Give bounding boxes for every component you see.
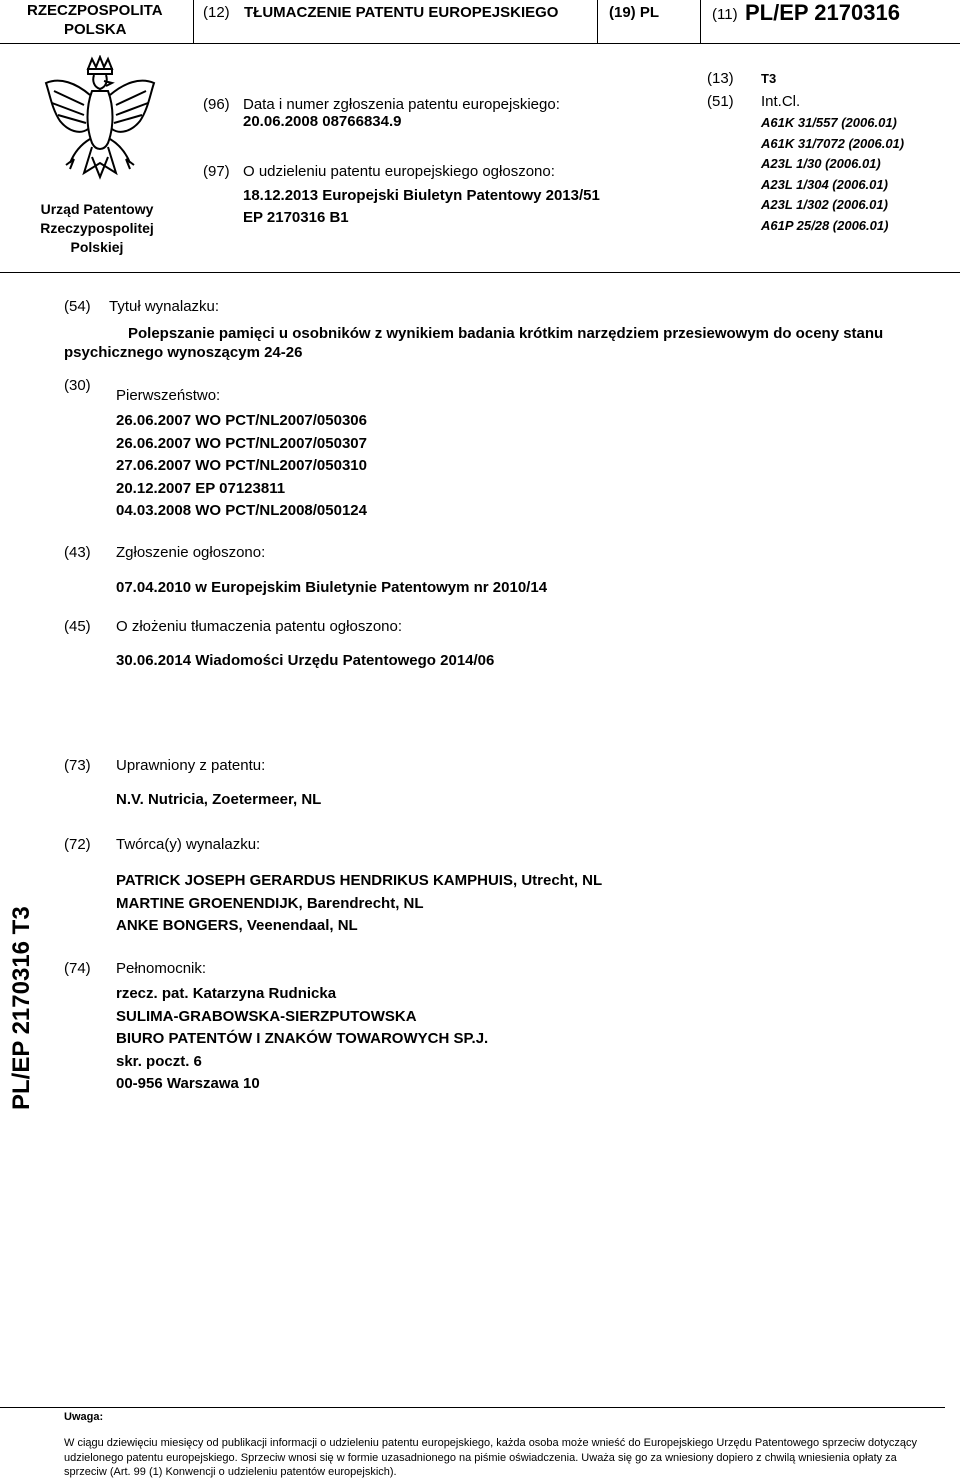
- owner-value: N.V. Nutricia, Zoetermeer, NL: [116, 791, 322, 808]
- classification-list: [761, 113, 904, 237]
- patent-office-name: Urząd Patentowy Rzeczypospolitej Polskiej: [40, 201, 154, 255]
- country-name-line1: RZECZPOSPOLITA: [27, 2, 163, 19]
- translation-published-value: 30.06.2014 Wiadomości Urzędu Patentowego 2014/06: [116, 652, 495, 669]
- grant-ep-number: EP 2170316 B1: [243, 209, 349, 226]
- invention-title-line1: Polepszanie pamięci u osobników z wynikiem badania krótkim narzędziem przesiewowym do oceny stanu: [128, 325, 884, 342]
- grant-bulletin: 18.12.2013 Europejski Biuletyn Patentowy 2013/51: [243, 187, 600, 204]
- filing-label: Data i numer zgłoszenia patentu europejskiego:: [243, 96, 560, 113]
- inventor-item: PATRICK JOSEPH GERARDUS HENDRIKUS KAMPHUIS, Utrecht, NL: [116, 872, 603, 889]
- classification-item: A61K 31/557 (2006.01): [761, 115, 897, 130]
- code-51: (51): [707, 93, 734, 110]
- translation-published-label: O złożeniu tłumaczenia patentu ogłoszono:: [116, 618, 403, 635]
- priority-list: [116, 410, 367, 523]
- classification-item: A23L 1/304 (2006.01): [761, 176, 888, 192]
- code-43: (43): [64, 544, 91, 561]
- code-11: (11): [712, 6, 738, 23]
- code-12: (12): [203, 4, 230, 21]
- inventors-label: Twórca(y) wynalazku:: [116, 836, 261, 853]
- priority-item: 27.06.2007 WO PCT/NL2007/050310: [116, 457, 367, 474]
- eagle-emblem-icon: [40, 55, 160, 195]
- code-74: (74): [64, 960, 91, 977]
- inventors-list: [116, 870, 602, 938]
- code-13: (13): [707, 70, 734, 87]
- owner-label: Uprawniony z patentu:: [116, 757, 266, 774]
- code-54: (54): [64, 298, 91, 315]
- classification-item: A23L 1/302 (2006.01): [761, 197, 888, 213]
- attorney-label: Pełnomocnik:: [116, 960, 207, 977]
- application-published-value: 07.04.2010 w Europejskim Biuletynie Patentowym nr 2010/14: [116, 579, 548, 596]
- priority-label: Pierwszeństwo:: [116, 387, 221, 404]
- code-73: (73): [64, 757, 91, 774]
- note-label: Uwaga:: [64, 1411, 104, 1423]
- inventor-item: ANKE BONGERS, Veenendaal, NL: [116, 917, 358, 934]
- priority-item: 04.03.2008 WO PCT/NL2008/050124: [116, 502, 367, 519]
- priority-item: 26.06.2007 WO PCT/NL2007/050306: [116, 412, 367, 429]
- country-name-line2: POLSKA: [64, 21, 127, 38]
- code-45: (45): [64, 618, 91, 635]
- attorney-details: rzecz. pat. Katarzyna Rudnicka SULIMA-GRABOWSKA-SIERZPUTOWSKA BIURO PATENTÓW I ZNAKÓW TOWAROWYCH SP.J. skr. poczt. 6 00-956 Warszawa 10: [116, 985, 489, 1092]
- intcl-label: Int.Cl.: [761, 93, 801, 110]
- code-96: (96): [203, 96, 230, 113]
- classification-item: A61K 31/7072 (2006.01): [761, 135, 905, 151]
- grant-label: O udzieleniu patentu europejskiego ogłoszono:: [243, 163, 555, 180]
- kind-code: T3: [761, 71, 777, 86]
- priority-item: 20.12.2007 EP 07123811: [116, 479, 286, 497]
- priority-item: 26.06.2007 WO PCT/NL2007/050307: [116, 434, 367, 452]
- code-72: (72): [64, 836, 91, 853]
- title-label: Tytuł wynalazku:: [109, 298, 220, 315]
- application-published-label: Zgłoszenie ogłoszono:: [116, 544, 266, 561]
- inventor-item: MARTINE GROENENDIJK, Barendrecht, NL: [116, 894, 424, 912]
- note-text: W ciągu dziewięciu miesięcy od publikacji informacji o udzieleniu patentu europejskiego, każda osoba może wnieść do Europejskiego Urzędu Patentowego sprzeciw dotyczący udzielonego patentu europejskiego. Sprzeciw wnosi się w formie uzasadnionego na piśmie oświadczenia. Uważa się go za wniesiony dopiero z chwilą wniesienia opłaty za sprzeciw (Art. 99 (1) Konwencji o udzieleniu patentów europejskich).: [64, 1437, 917, 1478]
- filing-value: 20.06.2008 08766834.9: [243, 113, 402, 130]
- document-type: TŁUMACZENIE PATENTU EUROPEJSKIEGO: [244, 4, 559, 21]
- side-patent-label: PL/EP 2170316 T3: [8, 906, 35, 1110]
- classification-item: A23L 1/30 (2006.01): [761, 156, 881, 172]
- patent-number: PL/EP 2170316: [745, 0, 900, 25]
- invention-title-line2: psychicznego wynoszącym 24-26: [64, 344, 303, 361]
- code-19: (19) PL: [609, 4, 660, 21]
- code-30: (30): [64, 377, 91, 394]
- classification-item: A61P 25/28 (2006.01): [761, 217, 889, 233]
- code-97: (97): [203, 163, 230, 180]
